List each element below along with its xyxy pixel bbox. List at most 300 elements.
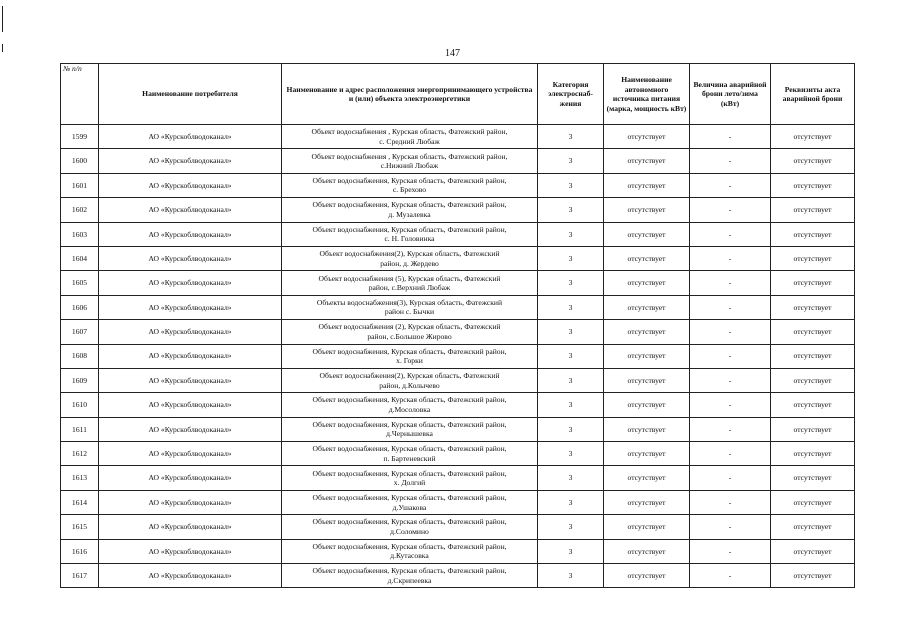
supply-category-text: 3: [568, 497, 573, 507]
act-details: [771, 466, 855, 490]
row-number: [61, 344, 99, 368]
object-address-text: Объект водоснабжения (2), Курская область, Фатежский: [318, 322, 501, 332]
reserve-value-text: -: [728, 522, 732, 532]
object-address-text: х. Долгий: [393, 478, 426, 488]
reserve-value: [690, 125, 771, 149]
reserve-value: [690, 271, 771, 295]
table-header-row: [61, 64, 855, 125]
table-row: [61, 539, 855, 563]
row-number: [61, 271, 99, 295]
reserve-value: [690, 368, 771, 392]
autonomous-source-text: отсутствует: [627, 473, 666, 483]
margin-mark: [2, 6, 3, 32]
reserve-value: [690, 149, 771, 173]
header-number: № п/п: [61, 64, 99, 125]
consumer-name: [99, 539, 282, 563]
supply-category: [538, 490, 604, 514]
act-details: [771, 198, 855, 222]
reserve-value-text: -: [728, 449, 732, 459]
object-address-text: с.Нижний Любаж: [380, 161, 439, 171]
act-details-text: отсутствует: [793, 131, 832, 141]
act-details-text: отсутствует: [793, 400, 832, 410]
row-number-text: 1611: [72, 424, 87, 434]
row-number-text: 1616: [71, 546, 88, 556]
consumer-name: [99, 246, 282, 270]
supply-category: [538, 539, 604, 563]
supply-category-text: 3: [568, 570, 573, 580]
table-row: [61, 564, 855, 588]
row-number-text: 1602: [71, 205, 88, 215]
consumer-name: [99, 125, 282, 149]
consumer-name: [99, 564, 282, 588]
reserve-value-text: -: [728, 497, 732, 507]
header-supply-category: Категория электроснаб-жения: [538, 64, 604, 125]
row-number-text: 1613: [71, 473, 88, 483]
consumer-name: [99, 466, 282, 490]
act-details: [771, 515, 855, 539]
table-row: [61, 442, 855, 466]
table-row: [61, 368, 855, 392]
object-address-text: Объект водоснабжения, Курская область, Фатежский район,: [312, 395, 507, 405]
object-address-text: п. Бартеневский: [383, 453, 436, 463]
consumer-name: [99, 368, 282, 392]
consumer-name: [99, 198, 282, 222]
reserve-value: [690, 246, 771, 270]
supply-category-text: 3: [568, 473, 573, 483]
act-details: [771, 368, 855, 392]
supply-category: [538, 295, 604, 319]
consumer-name: [99, 149, 282, 173]
autonomous-source-text: отсутствует: [627, 253, 666, 263]
supply-category-text: 3: [568, 351, 573, 361]
reserve-value-text: -: [728, 327, 732, 337]
object-address: [282, 125, 538, 149]
consumer-name: [99, 344, 282, 368]
row-number: [61, 295, 99, 319]
object-address-text: д.Ушакова: [392, 502, 427, 512]
supply-category: [538, 125, 604, 149]
row-number: [61, 246, 99, 270]
reserve-value-text: -: [728, 375, 732, 385]
autonomous-source-text: отсутствует: [627, 131, 666, 141]
autonomous-source-text: отсутствует: [627, 424, 666, 434]
act-details-text: отсутствует: [793, 473, 832, 483]
object-address: [282, 246, 538, 270]
row-number: [61, 149, 99, 173]
reserve-value: [690, 417, 771, 441]
consumer-name: [99, 295, 282, 319]
row-number: [61, 539, 99, 563]
autonomous-source: [604, 149, 690, 173]
act-details-text: отсутствует: [793, 229, 832, 239]
act-details-text: отсутствует: [793, 375, 832, 385]
consumer-name: [99, 442, 282, 466]
table-row: [61, 246, 855, 270]
object-address-text: Объект водоснабжения(2), Курская область, Фатежский: [319, 249, 500, 259]
autonomous-source-text: отсутствует: [627, 522, 666, 532]
consumer-name: [99, 173, 282, 197]
consumer-name-text: АО «Курскоблводоканал»: [148, 131, 232, 141]
supply-category: [538, 393, 604, 417]
supply-category-text: 3: [568, 131, 573, 141]
object-address-text: Объект водоснабжения, Курская область, Фатежский район,: [312, 566, 507, 576]
row-number-text: 1605: [71, 278, 88, 288]
act-details-text: отсутствует: [793, 522, 832, 532]
autonomous-source: [604, 515, 690, 539]
object-address-text: район с. Бычки: [384, 307, 435, 317]
act-details-text: отсутствует: [793, 351, 832, 361]
act-details-text: отсутствует: [793, 156, 832, 166]
supply-category: [538, 417, 604, 441]
header-act-details: Реквизиты акта аварийной брони: [771, 64, 855, 125]
object-address-text: д.Соломино: [390, 526, 429, 536]
object-address-text: район, д.Колычево: [379, 380, 440, 390]
object-address-text: Объект водоснабжения, Курская область, Фатежский район,: [312, 493, 507, 503]
autonomous-source-text: отсутствует: [627, 229, 666, 239]
object-address: [282, 149, 538, 173]
table-row: [61, 515, 855, 539]
object-address-text: Объект водоснабжения(2), Курская область, Фатежский: [319, 371, 500, 381]
row-number: [61, 198, 99, 222]
supply-category: [538, 222, 604, 246]
object-address: [282, 393, 538, 417]
autonomous-source-text: отсутствует: [627, 205, 666, 215]
supply-category: [538, 344, 604, 368]
reserve-value-text: -: [728, 351, 732, 361]
autonomous-source-text: отсутствует: [627, 497, 666, 507]
reserve-value: [690, 515, 771, 539]
reserve-value-text: -: [728, 156, 732, 166]
consumer-name-text: АО «Курскоблводоканал»: [148, 424, 232, 434]
reserve-value-text: -: [728, 253, 732, 263]
object-address-text: Объект водоснабжения, Курская область, Фатежский район,: [312, 419, 507, 429]
reserve-value-text: -: [728, 205, 732, 215]
act-details: [771, 222, 855, 246]
act-details-text: отсутствует: [793, 327, 832, 337]
object-address: [282, 564, 538, 588]
supply-category: [538, 564, 604, 588]
act-details: [771, 539, 855, 563]
consumer-name: [99, 222, 282, 246]
supply-category-text: 3: [568, 522, 573, 532]
table-row: [61, 198, 855, 222]
table-row: [61, 393, 855, 417]
reserve-value-text: -: [728, 278, 732, 288]
reserve-value: [690, 320, 771, 344]
consumer-name-text: АО «Курскоблводоканал»: [148, 570, 232, 580]
object-address-text: Объект водоснабжения , Курская область, Фатежский район,: [311, 151, 508, 161]
object-address-text: с. Средний Любаж: [379, 136, 440, 146]
row-number-text: 1601: [71, 180, 88, 190]
row-number: [61, 564, 99, 588]
consumer-name-text: АО «Курскоблводоканал»: [148, 327, 232, 337]
autonomous-source-text: отсутствует: [627, 278, 666, 288]
supply-category: [538, 466, 604, 490]
object-address-text: д.Скрипеевка: [387, 575, 432, 585]
act-details-text: отсутствует: [793, 546, 832, 556]
row-number-text: 1606: [71, 302, 88, 312]
consumer-name-text: АО «Курскоблводоканал»: [148, 229, 232, 239]
row-number: [61, 222, 99, 246]
consumer-name-text: АО «Курскоблводоканал»: [148, 156, 232, 166]
supply-category: [538, 149, 604, 173]
autonomous-source-text: отсутствует: [627, 400, 666, 410]
table-row: [61, 173, 855, 197]
reserve-value-text: -: [728, 131, 732, 141]
reserve-value: [690, 393, 771, 417]
consumer-name-text: АО «Курскоблводоканал»: [148, 351, 232, 361]
object-address: [282, 515, 538, 539]
object-address-text: Объект водоснабжения, Курская область, Фатежский район,: [312, 517, 507, 527]
object-address-text: Объект водоснабжения (5), Курская область, Фатежский: [318, 273, 501, 283]
consumer-name: [99, 490, 282, 514]
act-details: [771, 271, 855, 295]
act-details-text: отсутствует: [793, 497, 832, 507]
supply-category-text: 3: [568, 375, 573, 385]
header-reserve-value: Величина аварийной брони лето/зима (кВт): [690, 64, 771, 125]
row-number-text: 1604: [71, 253, 88, 263]
object-address-text: х. Горки: [396, 356, 423, 366]
row-number: [61, 125, 99, 149]
object-address-text: Объект водоснабжения, Курская область, Фатежский район,: [312, 444, 507, 454]
table-row: [61, 466, 855, 490]
object-address: [282, 320, 538, 344]
supply-category-text: 3: [568, 546, 573, 556]
row-number-text: 1599: [71, 131, 88, 141]
row-number: [61, 515, 99, 539]
table-row: [61, 320, 855, 344]
act-details-text: отсутствует: [793, 278, 832, 288]
header-object-address: Наименование и адрес расположения энергопринимающего устройства и (или) объекта электроэнергетики: [282, 64, 538, 125]
reserve-value-text: -: [728, 180, 732, 190]
row-number-text: 1614: [71, 497, 88, 507]
header-consumer: Наименование потребителя: [99, 64, 282, 125]
table-row: [61, 125, 855, 149]
consumer-name-text: АО «Курскоблводоканал»: [148, 180, 232, 190]
autonomous-source: [604, 271, 690, 295]
object-address: [282, 271, 538, 295]
object-address-text: Объект водоснабжения, Курская область, Фатежский район,: [312, 468, 507, 478]
supply-category-text: 3: [568, 400, 573, 410]
supply-category-text: 3: [568, 253, 573, 263]
reserve-value: [690, 222, 771, 246]
row-number: [61, 466, 99, 490]
autonomous-source-text: отсутствует: [627, 351, 666, 361]
supply-category: [538, 515, 604, 539]
supply-category: [538, 442, 604, 466]
reserve-value-text: -: [728, 424, 732, 434]
supply-category: [538, 246, 604, 270]
reserve-value-text: -: [728, 546, 732, 556]
supply-category-text: 3: [568, 180, 573, 190]
row-number-text: 1612: [71, 449, 88, 459]
reserve-value-text: -: [728, 570, 732, 580]
object-address: [282, 295, 538, 319]
act-details: [771, 393, 855, 417]
reserve-value: [690, 344, 771, 368]
row-number: [61, 173, 99, 197]
reserve-value: [690, 490, 771, 514]
autonomous-source: [604, 564, 690, 588]
supply-category-text: 3: [568, 229, 573, 239]
row-number: [61, 442, 99, 466]
supply-category-text: 3: [568, 302, 573, 312]
object-address: [282, 539, 538, 563]
consumer-name: [99, 393, 282, 417]
object-address: [282, 442, 538, 466]
consumer-name: [99, 417, 282, 441]
consumer-name-text: АО «Курскоблводоканал»: [148, 278, 232, 288]
act-details-text: отсутствует: [793, 424, 832, 434]
row-number-text: 1608: [71, 351, 88, 361]
table-row: [61, 417, 855, 441]
table-row: [61, 271, 855, 295]
object-address-text: д.Кутасовка: [390, 551, 429, 561]
row-number-text: 1610: [71, 400, 88, 410]
row-number: [61, 417, 99, 441]
autonomous-source-text: отсутствует: [627, 449, 666, 459]
row-number-text: 1617: [71, 570, 88, 580]
reserve-value: [690, 173, 771, 197]
autonomous-source: [604, 490, 690, 514]
object-address-text: Объект водоснабжения , Курская область, Фатежский район,: [311, 127, 508, 137]
autonomous-source: [604, 320, 690, 344]
autonomous-source-text: отсутствует: [627, 375, 666, 385]
act-details-text: отсутствует: [793, 570, 832, 580]
row-number: [61, 368, 99, 392]
table-row: [61, 149, 855, 173]
act-details: [771, 149, 855, 173]
object-address-text: Объект водоснабжения, Курская область, Фатежский район,: [312, 200, 507, 210]
object-address-text: Объект водоснабжения, Курская область, Фатежский район,: [312, 175, 507, 185]
object-address: [282, 490, 538, 514]
table-row: [61, 295, 855, 319]
object-address-text: д. Музалевка: [388, 209, 431, 219]
autonomous-source: [604, 222, 690, 246]
table-row: [61, 344, 855, 368]
reserve-value: [690, 466, 771, 490]
consumer-name-text: АО «Курскоблводоканал»: [148, 375, 232, 385]
autonomous-source: [604, 442, 690, 466]
autonomous-source-text: отсутствует: [627, 180, 666, 190]
consumer-name-text: АО «Курскоблводоканал»: [148, 302, 232, 312]
supply-category: [538, 173, 604, 197]
row-number: [61, 393, 99, 417]
autonomous-source: [604, 539, 690, 563]
reserve-value-text: -: [728, 400, 732, 410]
object-address: [282, 417, 538, 441]
object-address-text: с. Брехово: [392, 185, 427, 195]
object-address-text: район, д. Жердево: [380, 258, 439, 268]
consumer-name: [99, 515, 282, 539]
supply-category: [538, 198, 604, 222]
reserve-value-text: -: [728, 302, 732, 312]
row-number: [61, 320, 99, 344]
reserve-value: [690, 442, 771, 466]
act-details: [771, 490, 855, 514]
act-details-text: отсутствует: [793, 449, 832, 459]
act-details: [771, 295, 855, 319]
object-address: [282, 466, 538, 490]
object-address-text: Объект водоснабжения, Курская область, Фатежский район,: [312, 224, 507, 234]
act-details-text: отсутствует: [793, 302, 832, 312]
object-address: [282, 198, 538, 222]
row-number-text: 1603: [71, 229, 88, 239]
object-address-text: Объекты водоснабжения(3), Курская область, Фатежский: [316, 297, 503, 307]
table-row: [61, 222, 855, 246]
object-address: [282, 222, 538, 246]
reserve-value: [690, 295, 771, 319]
consumer-name-text: АО «Курскоблводоканал»: [148, 546, 232, 556]
autonomous-source: [604, 368, 690, 392]
row-number-text: 1607: [71, 327, 88, 337]
header-autonomous-source: Наименование автономного источника питания (марка, мощность кВт): [604, 64, 690, 125]
autonomous-source-text: отсутствует: [627, 327, 666, 337]
autonomous-source-text: отсутствует: [627, 570, 666, 580]
autonomous-source: [604, 393, 690, 417]
supply-category-text: 3: [568, 156, 573, 166]
act-details: [771, 417, 855, 441]
supply-category-text: 3: [568, 278, 573, 288]
supply-category-text: 3: [568, 449, 573, 459]
page-number: 147: [445, 48, 460, 59]
act-details: [771, 344, 855, 368]
object-address: [282, 344, 538, 368]
autonomous-source: [604, 246, 690, 270]
supply-category: [538, 271, 604, 295]
act-details-text: отсутствует: [793, 205, 832, 215]
consumer-name: [99, 271, 282, 295]
reserve-value-text: -: [728, 229, 732, 239]
supply-category-text: 3: [568, 327, 573, 337]
act-details-text: отсутствует: [793, 253, 832, 263]
autonomous-source: [604, 344, 690, 368]
emergency-reserve-table: [60, 63, 855, 588]
reserve-value: [690, 564, 771, 588]
autonomous-source: [604, 198, 690, 222]
table-row: [61, 490, 855, 514]
object-address-text: д.Мосоловка: [388, 404, 431, 414]
autonomous-source-text: отсутствует: [627, 156, 666, 166]
autonomous-source-text: отсутствует: [627, 302, 666, 312]
act-details: [771, 246, 855, 270]
autonomous-source: [604, 173, 690, 197]
object-address-text: д.Чернышевка: [386, 429, 433, 439]
supply-category-text: 3: [568, 205, 573, 215]
autonomous-source: [604, 466, 690, 490]
consumer-name-text: АО «Курскоблводоканал»: [148, 400, 232, 410]
consumer-name-text: АО «Курскоблводоканал»: [148, 522, 232, 532]
consumer-name-text: АО «Курскоблводоканал»: [148, 473, 232, 483]
consumer-name-text: АО «Курскоблводоканал»: [148, 497, 232, 507]
object-address: [282, 368, 538, 392]
act-details: [771, 173, 855, 197]
object-address-text: Объект водоснабжения, Курская область, Фатежский район,: [312, 541, 507, 551]
supply-category-text: 3: [568, 424, 573, 434]
row-number-text: 1600: [71, 156, 88, 166]
autonomous-source: [604, 295, 690, 319]
act-details-text: отсутствует: [793, 180, 832, 190]
reserve-value: [690, 198, 771, 222]
consumer-name-text: АО «Курскоблводоканал»: [148, 253, 232, 263]
reserve-value: [690, 539, 771, 563]
autonomous-source-text: отсутствует: [627, 546, 666, 556]
act-details: [771, 320, 855, 344]
row-number-text: 1609: [71, 375, 88, 385]
row-number: [61, 490, 99, 514]
object-address-text: Объект водоснабжения, Курская область, Фатежский район,: [312, 346, 507, 356]
reserve-value-text: -: [728, 473, 732, 483]
